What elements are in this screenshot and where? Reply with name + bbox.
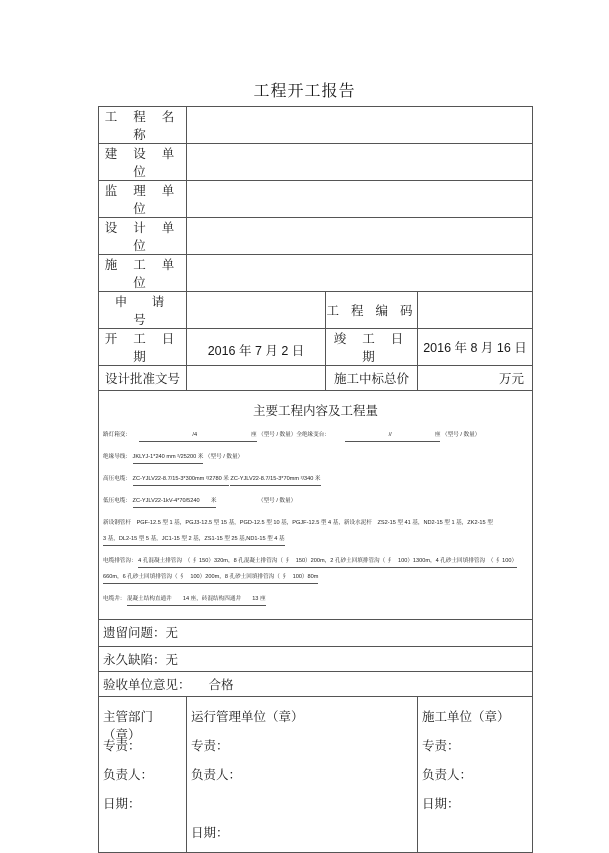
signature-block-supervising-dept[interactable] [99,697,187,853]
report-form [98,106,533,853]
signature-block-operation-unit[interactable] [187,697,418,853]
designer-field[interactable] [187,218,533,255]
row-dates [99,329,533,366]
signature-specialist: 专责： [103,738,141,753]
start-date-label: 开 工 日 期 [99,329,187,366]
lv-cable-value: ZC-YJLV22-1kV-4*70/5240 [132,498,200,504]
duct-label: 电缆排管沟： [103,558,137,564]
application-no-label: 申 请 号 [99,292,187,329]
well-value[interactable]: 混凝土结构直通井 14 座，砖混结构四通井 13 座 [127,593,266,606]
content-title: 主要工程内容及工程量 [253,403,379,418]
well-line [103,593,528,615]
supervisor-field[interactable] [187,181,533,218]
hv-cable-unit-2: 米 [314,476,321,482]
signature-date: 日期： [422,796,460,811]
acceptance-cell[interactable] [99,672,533,697]
start-date-field[interactable]: 2016 年 7 月 2 日 [187,329,326,366]
poles-line-2 [103,533,528,555]
remaining-issues[interactable]: 遗留问题：无 [99,620,533,647]
row-signatures [99,697,533,853]
insulated-box-note: （型号 / 数量） [442,432,481,438]
lv-cable-unit: 米 [210,498,217,504]
wire-field[interactable] [133,451,204,464]
wire-note: （型号 / 数量） [204,454,244,460]
wire-line [103,451,528,473]
project-name-field[interactable] [187,107,533,144]
design-approval-field[interactable] [187,366,326,391]
street-lamp-field[interactable] [139,429,257,442]
lv-cable-line [103,495,528,517]
row-project-name [99,107,533,144]
signature-responsible: 负责人： [103,767,154,782]
signature-header: 运行管理单位（章） [191,709,304,724]
insulated-box-unit: 座 [434,432,441,438]
row-main-content [99,391,533,620]
signature-responsible: 负责人： [422,767,473,782]
signature-specialist: 专责： [422,738,460,753]
row-supervisor [99,181,533,218]
duct-line-1-value[interactable]: 4 孔混凝土排管沟 （ ∮ 150）320m，8 孔混凝土排管沟（ ∮ 150）200m，2 孔砂土回填排管沟（ ∮ 100）1300m，4 孔砂土回填排管沟 （ ∮ 100） [138,555,517,568]
document-title: 工程开工报告 [253,81,356,100]
project-code-field[interactable] [418,292,533,329]
signature-header: 施工单位（章） [422,709,510,724]
row-application [99,292,533,329]
street-lamp-note: （型号 / 数量） [258,432,297,438]
hv-cable-line [103,473,528,495]
row-remaining-issues [99,620,533,647]
acceptance-value: 合格 [208,677,234,692]
hv-cable-value-2: ZC-YJLV22-8.7/15-3*70mm ²/340 [230,476,314,482]
insulated-box-label: 全绝缘变台： [296,432,330,438]
row-builder [99,144,533,181]
well-label: 电缆井： [103,596,126,602]
lv-cable-label: 低压电缆： [103,498,131,504]
application-no-field[interactable] [187,292,326,329]
constructor-label: 施 工 单 位 [99,255,187,292]
hv-cable-field-2[interactable] [230,473,320,486]
wire-unit: 米 [197,454,204,460]
design-approval-label: 设计批准文号 [99,366,187,391]
street-lamp-line [103,429,528,451]
row-acceptance [99,672,533,697]
street-lamp-label: 路灯箱变： [103,432,131,438]
row-approval [99,366,533,391]
main-content-cell [99,391,533,620]
end-date-label: 竣 工 日 期 [326,329,418,366]
signature-block-construction-unit[interactable] [418,697,533,853]
wire-value: JKLYJ-1*240 mm ²/25200 [132,454,197,460]
project-name-label: 工 程 名 称 [99,107,187,144]
street-lamp-value: /4 [192,432,198,438]
row-constructor [99,255,533,292]
row-permanent-defects [99,647,533,672]
duct-line-1 [103,555,528,571]
lv-cable-note: （型号 / 数量） [257,498,297,504]
row-designer [99,218,533,255]
insulated-box-value: // [388,432,392,438]
signature-header: 主管部门（章） [103,709,154,742]
acceptance-label: 验收单位意见： [103,677,191,692]
hv-cable-unit-1: 米 [223,476,229,482]
signature-spacer [191,794,413,823]
signature-specialist: 专责： [191,738,229,753]
wire-label: 绝缘导线： [103,454,131,460]
signature-date: 日期： [103,796,141,811]
permanent-defects[interactable]: 永久缺陷：无 [99,647,533,672]
duct-line-2 [103,571,528,593]
bid-price-label: 施工中标总价 [326,366,418,391]
insulated-box-field[interactable] [345,429,440,442]
bid-price-field[interactable]: 万元 [418,366,533,391]
designer-label: 设 计 单 位 [99,218,187,255]
builder-field[interactable] [187,144,533,181]
end-date-field[interactable]: 2016 年 8 月 16 日 [418,329,533,366]
project-code-label: 工 程 编 码 [326,292,418,329]
lv-cable-field[interactable] [133,495,217,508]
poles-line-2-value[interactable]: 3 基，DL2-15 型 5 基，JC1-15 型 2 基，ZS1-15 型 25 基,ND1-15 型 4 基 [103,533,285,546]
street-lamp-unit: 座 [250,432,257,438]
supervisor-label: 监 理 单 位 [99,181,187,218]
duct-line-2-value[interactable]: 660m，6 孔砂土回填排管沟（ ∮ 100）200m，8 孔砂土回填排管沟（ ∮ 100）80m [103,571,318,584]
signature-date: 日期： [191,825,229,840]
signature-responsible: 负责人： [191,767,242,782]
hv-cable-field-1[interactable] [133,473,229,486]
constructor-field[interactable] [187,255,533,292]
hv-cable-value-1: ZC-YJLV22-8.7/15-3*300mm ²/2780 [132,476,222,482]
hv-cable-label: 高压电缆： [103,476,131,482]
poles-line-1: 新设钢管杆 PGF-12.5 型 1 基，PGJ3-12.5 型 15 基，PGD-12.5 型 10 基，PGJF-12.5 型 4 基，新设水泥杆 ZS2-15 型 41 基，ND2-15 型 1 基，ZK2-15 型 [103,520,493,526]
builder-label: 建 设 单 位 [99,144,187,181]
